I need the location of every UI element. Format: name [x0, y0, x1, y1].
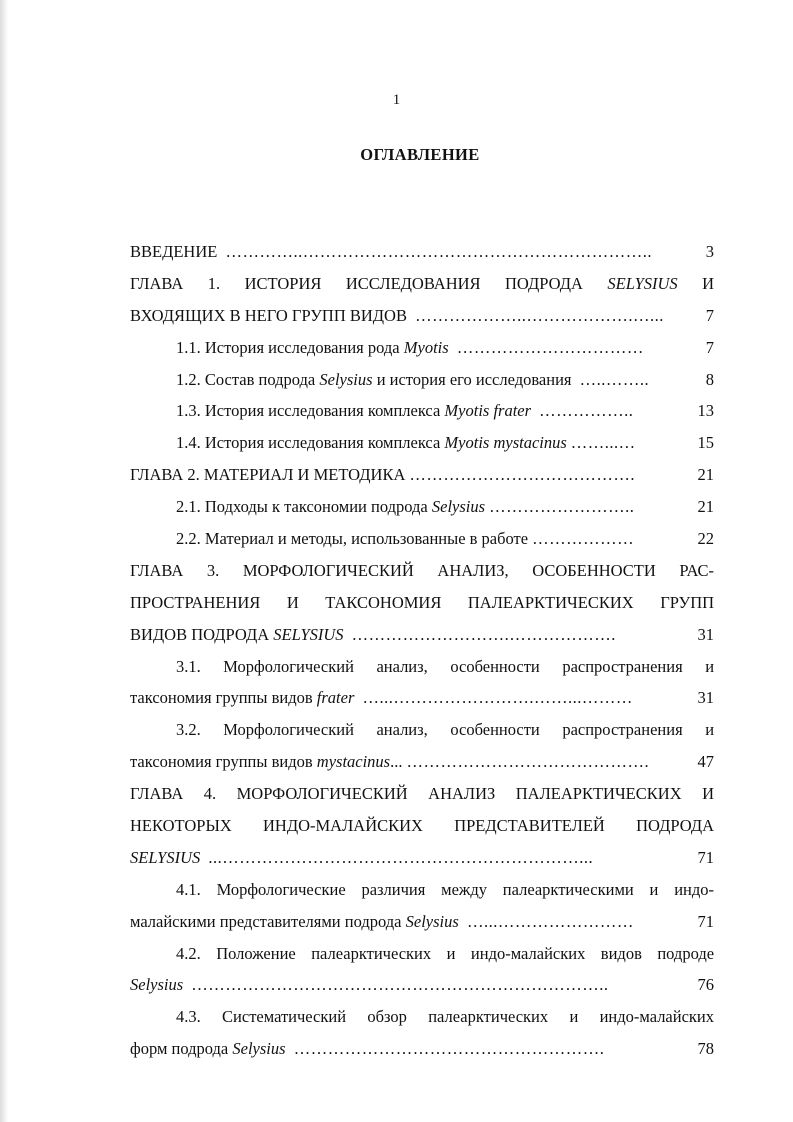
toc-word: ПОДРОДА: [636, 816, 714, 836]
toc-entry: [130, 459, 714, 491]
dot-leader: ………………………………….: [409, 465, 635, 485]
toc-entry-text: mystacinus: [316, 752, 391, 772]
toc-word: различия: [361, 879, 426, 899]
dot-leader: ……………………………………………….: [293, 1039, 605, 1059]
dot-leader: …………………………………….: [406, 752, 650, 772]
toc-page-number: 15: [697, 433, 714, 453]
dot-leader: ………………………………………………………………..: [191, 975, 609, 995]
toc-word: индо-: [674, 879, 715, 899]
toc-entry-wrapped-line: [130, 268, 714, 300]
scan-edge-shadow: [0, 0, 8, 1122]
toc-word: 4.1.: [176, 879, 201, 899]
toc-word: 3.1.: [176, 656, 201, 676]
page-number: 1: [392, 92, 401, 108]
toc-word: между: [441, 879, 487, 899]
toc-word: индо-малайских: [470, 943, 586, 963]
toc-entry-text: ВХОДЯЩИХ В НЕГО ГРУПП ВИДОВ: [130, 305, 412, 325]
toc-page-number: 47: [697, 752, 714, 772]
toc-word: ИССЛЕДОВАНИЯ: [345, 273, 481, 293]
toc-entry-text: таксономия группы видов: [130, 752, 317, 772]
toc-word: МОРФОЛОГИЧЕСКИЙ: [242, 560, 414, 580]
dot-leader: …..……..: [579, 369, 650, 389]
toc-word: ТАКСОНОМИЯ: [325, 592, 442, 612]
toc-page-number: 31: [697, 688, 714, 708]
toc-entry-text: Myotis frater: [444, 401, 532, 421]
toc-entry-wrapped-line: [130, 651, 714, 683]
dot-leader: ……………..: [539, 401, 634, 421]
dot-leader: ...………………………………………………………...: [208, 847, 594, 867]
toc-entry: [130, 427, 714, 459]
toc-entry-text: таксономия группы видов: [130, 688, 317, 708]
toc-word: Морфологический: [223, 720, 354, 740]
dot-leader: ……...…: [570, 433, 636, 453]
toc-entry: [130, 395, 714, 427]
toc-word: ГЛАВА 4.: [130, 784, 217, 804]
toc-entry: [130, 619, 714, 651]
toc-entry: [130, 332, 714, 364]
toc-entry-wrapped-line: [130, 587, 714, 619]
toc-word: и: [705, 656, 715, 676]
toc-entry-text: форм подрода: [130, 1039, 233, 1059]
toc-entry: [130, 906, 714, 938]
dot-leader: …...…………………….……...………: [362, 688, 633, 708]
toc-word: Систематический: [222, 1007, 347, 1027]
toc-word: и: [705, 720, 715, 740]
toc-word: МОРФОЛОГИЧЕСКИЙ: [236, 784, 408, 804]
toc-entry-text: Selysius: [130, 975, 184, 995]
toc-entry-wrapped-line: [130, 714, 714, 746]
toc-entry-text: ...: [390, 752, 403, 772]
toc-entry-text: SELYSIUS: [130, 847, 201, 867]
toc-word: распространения: [562, 720, 683, 740]
toc-word: анализ,: [376, 656, 428, 676]
toc-entry-text: Selysius: [319, 369, 373, 389]
toc-word: 3.2.: [176, 720, 201, 740]
toc-word: НЕКОТОРЫХ: [130, 816, 232, 836]
toc-entry: [130, 523, 714, 555]
toc-entry: [130, 364, 714, 396]
toc-page-number: 3: [705, 242, 714, 261]
toc-word: видов: [600, 943, 642, 963]
toc-page-number: 71: [697, 911, 714, 931]
toc-entry-wrapped-line: [130, 810, 714, 842]
dot-leader: ……………………………: [456, 337, 644, 357]
toc-word: ПАЛЕАРКТИЧЕСКИХ: [467, 592, 634, 612]
toc-word: И: [702, 273, 715, 293]
toc-entry-text: ВИДОВ ПОДРОДА: [130, 624, 274, 644]
toc-entry: [130, 842, 714, 874]
toc-word: ОСОБЕННОСТИ: [532, 560, 656, 580]
toc-entry: [130, 300, 714, 332]
toc-page-number: 7: [705, 305, 714, 325]
toc-word: 4.3.: [176, 1007, 201, 1027]
toc-page-number: 78: [697, 1039, 714, 1059]
toc-entry-text: SELYSIUS: [273, 624, 344, 644]
dot-leader: ……………………..: [489, 497, 635, 517]
toc-word: Положение: [216, 943, 296, 963]
toc-entry-text: ГЛАВА 2. МАТЕРИАЛ И МЕТОДИКА: [130, 465, 406, 485]
toc-entry-wrapped-line: [130, 874, 714, 906]
toc-word: ПАЛЕАРКТИЧЕСКИХ: [515, 784, 682, 804]
toc-entry-text: 1.2. Состав подрода: [176, 369, 320, 389]
toc-word: ПРОСТРАНЕНИЯ: [130, 592, 261, 612]
toc-word: И: [702, 784, 715, 804]
toc-word: анализ,: [376, 720, 428, 740]
toc-word: ГРУПП: [660, 592, 715, 612]
toc-page-number: 7: [705, 337, 714, 357]
toc-page-number: 76: [697, 975, 714, 995]
toc-entry: [130, 746, 714, 778]
toc-word: палеарктическими: [502, 879, 634, 899]
toc-page-number: 22: [697, 529, 714, 549]
toc-word: АНАЛИЗ,: [437, 560, 509, 580]
toc-entry-wrapped-line: [130, 555, 714, 587]
toc-entry-text: ВВЕДЕНИЕ: [130, 242, 222, 261]
toc-page-number: 13: [697, 401, 714, 421]
toc-word: РАС-: [679, 560, 715, 580]
toc-word: индо-малайских: [599, 1007, 714, 1027]
toc-word: ГЛАВА 1.: [130, 273, 221, 293]
table-of-contents: [130, 236, 714, 1065]
toc-word: SELYSIUS: [607, 273, 678, 293]
toc-entry-text: 1.3. История исследования комплекса: [176, 401, 445, 421]
toc-word: ПРЕДСТАВИТЕЛЕЙ: [454, 816, 605, 836]
toc-word: ИНДО-МАЛАЙСКИХ: [263, 816, 423, 836]
toc-word: ПОДРОДА: [505, 273, 583, 293]
toc-word: ГЛАВА 3.: [130, 560, 220, 580]
toc-word: и: [446, 943, 456, 963]
toc-entry: [130, 1033, 714, 1065]
toc-entry-text: 1.1. История исследования рода: [176, 337, 404, 357]
dot-leader: ……………………….……………….: [351, 624, 616, 644]
toc-entry: [130, 682, 714, 714]
toc-word: палеарктических: [311, 943, 432, 963]
toc-entry-text: Myotis: [403, 337, 449, 357]
toc-entry: [130, 236, 714, 268]
toc-entry-wrapped-line: [130, 778, 714, 810]
toc-word: и: [649, 879, 659, 899]
toc-page-number: 21: [697, 497, 714, 517]
toc-word: особенности: [450, 656, 540, 676]
toc-page-number: 71: [697, 847, 714, 867]
toc-entry-text: малайскими представителями подрода: [130, 911, 406, 931]
toc-entry-text: 1.4. История исследования комплекса: [176, 433, 445, 453]
toc-word: И: [286, 592, 299, 612]
toc-word: 4.2.: [176, 943, 201, 963]
dot-leader: ………………: [532, 529, 635, 549]
toc-word: палеарктических: [428, 1007, 549, 1027]
toc-title: ОГЛАВЛЕНИЕ: [360, 145, 480, 164]
toc-entry-text: Selysius: [431, 497, 486, 517]
toc-word: подроде: [657, 943, 715, 963]
toc-word: Морфологический: [223, 656, 354, 676]
toc-page-number: 8: [705, 369, 714, 389]
toc-page-number: 21: [697, 465, 714, 485]
toc-entry-text: 2.2. Материал и методы, использованные в работе: [176, 529, 529, 549]
toc-entry-text: и история его исследования: [372, 369, 576, 389]
toc-entry-text: Selysius: [405, 911, 459, 931]
toc-entry: [130, 491, 714, 523]
dot-leader: …………..……………………………………………………..: [225, 242, 652, 261]
toc-entry-text: Selysius: [232, 1039, 286, 1059]
toc-entry-text: Myotis mystacinus: [444, 433, 567, 453]
toc-entry-wrapped-line: [130, 938, 714, 970]
toc-word: особенности: [450, 720, 540, 740]
toc-entry: [130, 969, 714, 1001]
toc-entry-text: 2.1. Подходы к таксономии подрода: [176, 497, 432, 517]
toc-entry-wrapped-line: [130, 1001, 714, 1033]
toc-entry-text: frater: [316, 688, 355, 708]
toc-word: Морфологические: [216, 879, 346, 899]
toc-word: обзор: [367, 1007, 407, 1027]
toc-word: распространения: [562, 656, 683, 676]
toc-word: и: [569, 1007, 579, 1027]
dot-leader: ………………..……………….…...: [415, 305, 664, 325]
toc-page-number: 31: [697, 624, 714, 644]
toc-word: ИСТОРИЯ: [244, 273, 322, 293]
dot-leader: …...……………………: [466, 911, 634, 931]
toc-word: АНАЛИЗ: [428, 784, 496, 804]
